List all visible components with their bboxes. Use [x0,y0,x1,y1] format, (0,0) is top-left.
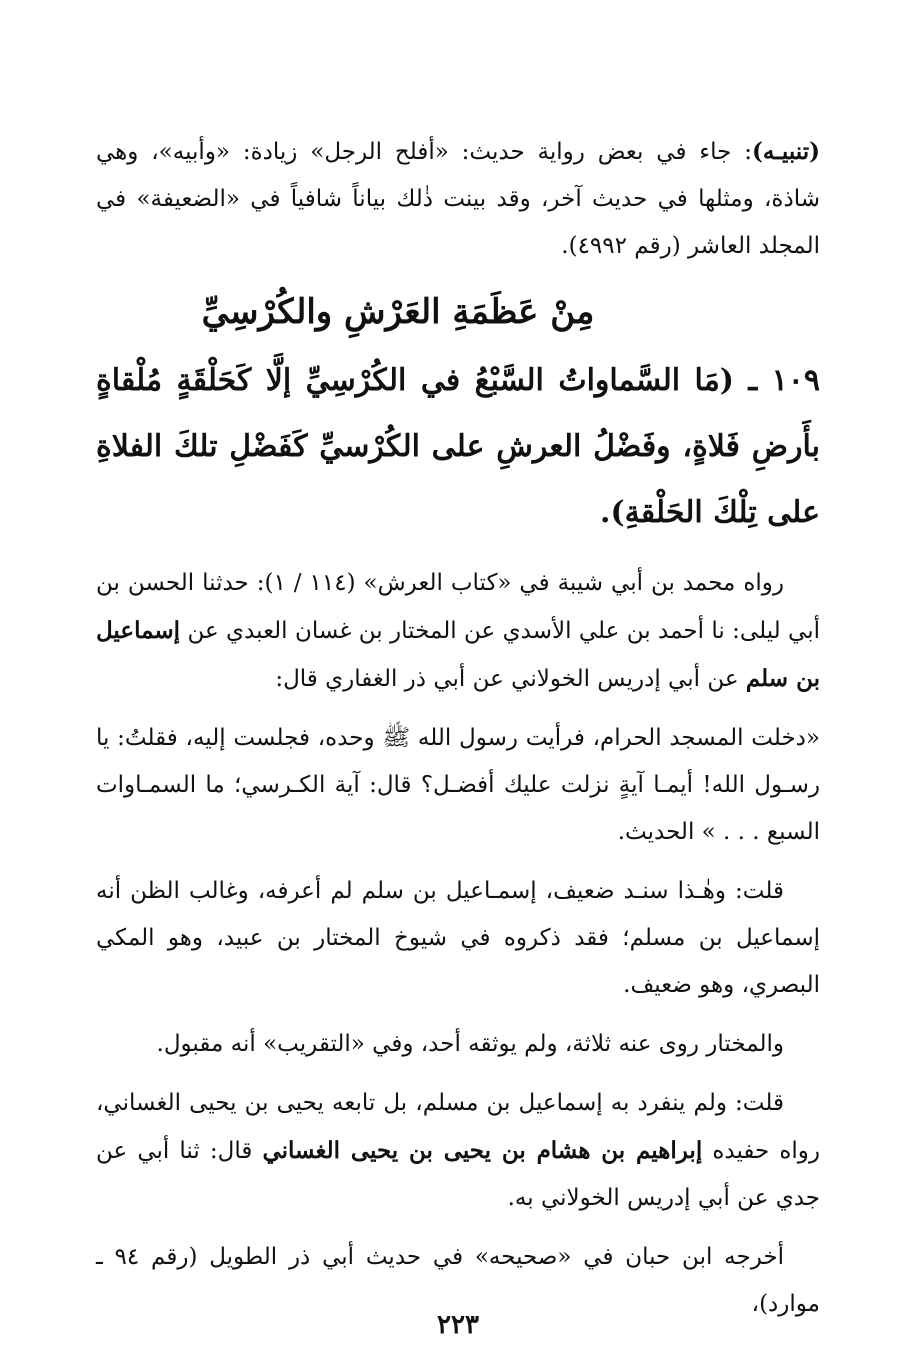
note-paragraph [96,128,820,270]
commentary-text-b: قال: ثنا أبي عن جدي عن أبي إدريس الخولاني به. [96,1138,820,1211]
commentary-paragraph-2: والمختار روى عنه ثلاثة، ولم يوثقه أحد، وفي «التقريب» أنه مقبول. [156,1031,784,1057]
narrator-name-2: إبراهيم بن هشام بن يحيى بن يحيى الغساني [262,1137,703,1164]
commentary-paragraph-1: قلت: وهٰـذا سنـد ضعيف، إسمـاعيل بن سلم لم أعرفه، وغالب الظن أنه إسماعيل بن مسلم؛ فقد ذكروه في شيوخ المختار بن عبيد، وهو المكي البصري، وهو ضعيف. [96,878,820,998]
page-content [96,128,820,1318]
hadith-text [96,348,820,546]
narration-text-b: عن أبي إدريس الخولاني عن أبي ذر الغفاري قال: [275,666,739,692]
note-label: (تنبيـه) [751,138,820,165]
commentary-paragraph-3 [96,1080,820,1222]
narrator-name: إسماعيل بن سلم [96,617,820,692]
section-heading: مِنْ عَظَمَةِ العَرْشِ والكُرْسِيِّ [201,292,595,332]
note-text: : جاء في بعض رواية حديث: «أفلح الرجل» زيادة: «وأبيه»، وهي شاذة، ومثلها في حديث آخر، وقد بينت ذٰلك بياناً شافياً في «الضعيفة» في المجلد العاشر (رقم ٤٩٩٢). [96,139,820,259]
narration-text-a: رواه محمد بن أبي شيبة في «كتاب العرش» (١١٤ / ١): حدثنا الحسن بن أبي ليلى: نا أحمد بن علي الأسدي عن المختار بن غسان العبدي عن [96,570,821,644]
commentary-text-a: قلت: ولم ينفرد به إسماعيل بن مسلم، بل تابعه يحيى بن يحيى الغساني، رواه حفيده [96,1090,821,1164]
hadith-quote-paragraph: «دخلت المسجد الحرام، فرأيت رسول الله ﷺ وحده، فجلست إليه، فقلتُ: يا رسـول الله! أيمـا آيةٍ نزلت عليك أفضـل؟ قال: آية الكـرسي؛ ما السمـاوات السبع . . . » الحديث. [96,725,820,845]
hadith-body: ـ (مَا السَّماواتُ السَّبْعُ في الكُرْسِيِّ إلَّا كَحَلْقَةٍ مُلْقاةٍ بأَرضِ فَلاةٍ، وفَضْلُ العرشِ على الكُرْسيِّ كَفَضْلِ تلكَ الفلاةِ على تِلْكَ الحَلْقةِ). [96,363,820,530]
takhrij-paragraph: أخرجه ابن حبان في «صحيحه» في حديث أبي ذر الطويل (رقم ٩٤ ـ موارد)، [96,1244,820,1317]
page-number: ٢٢٣ [437,1310,479,1340]
hadith-number: ١٠٩ [771,363,820,398]
narration-paragraph [96,560,820,703]
